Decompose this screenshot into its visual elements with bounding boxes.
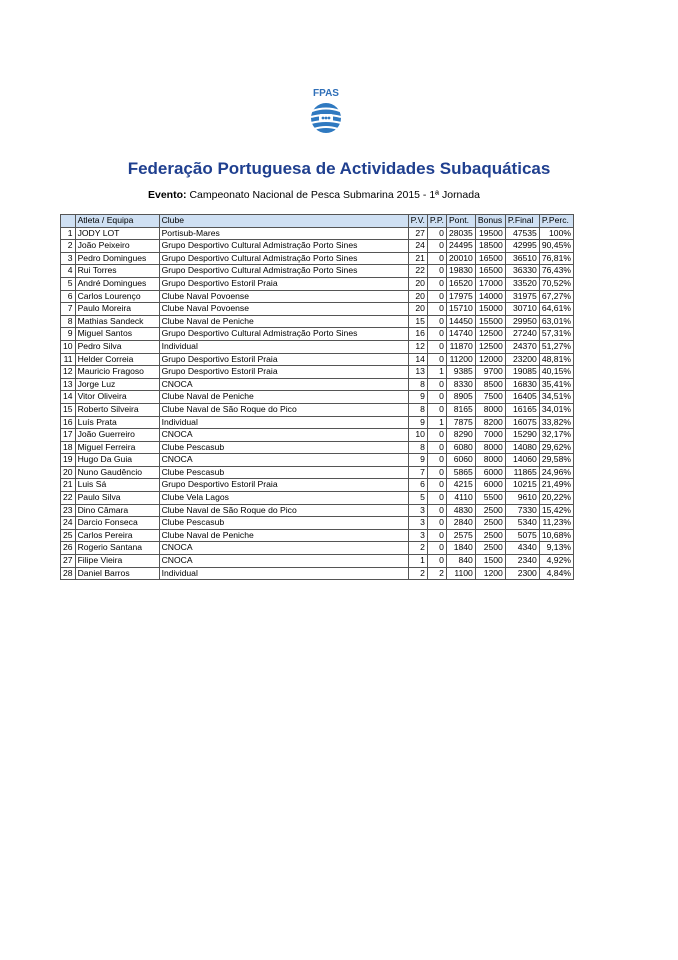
row-pont: 8905	[446, 391, 475, 404]
row-pv: 15	[408, 315, 427, 328]
row-athlete: Paulo Moreira	[75, 303, 159, 316]
row-pv: 8	[408, 378, 427, 391]
row-pfinal: 36510	[505, 252, 539, 265]
row-bonus: 12500	[475, 340, 505, 353]
row-pperc: 48,81%	[539, 353, 573, 366]
table-row	[61, 353, 574, 366]
row-pp: 0	[427, 353, 446, 366]
row-position: 8	[61, 315, 76, 328]
row-pp: 0	[427, 328, 446, 341]
row-pfinal: 14060	[505, 454, 539, 467]
row-pv: 20	[408, 303, 427, 316]
row-pperc: 11,23%	[539, 517, 573, 530]
page-title: Federação Portuguesa de Actividades Subaquáticas	[127, 159, 551, 178]
table-row	[61, 227, 574, 240]
row-pfinal: 16830	[505, 378, 539, 391]
row-bonus: 8500	[475, 378, 505, 391]
row-athlete: Rogerio Santana	[75, 542, 159, 555]
row-club: Clube Naval de Peniche	[159, 529, 408, 542]
row-pont: 14740	[446, 328, 475, 341]
row-club: Clube Naval Povoense	[159, 290, 408, 303]
row-pont: 20010	[446, 252, 475, 265]
row-pfinal: 47535	[505, 227, 539, 240]
row-athlete: João Guerreiro	[75, 429, 159, 442]
table-row	[61, 479, 574, 492]
row-pfinal: 5340	[505, 517, 539, 530]
row-pperc: 57,31%	[539, 328, 573, 341]
row-pv: 5	[408, 492, 427, 505]
row-pont: 2840	[446, 517, 475, 530]
row-pp: 0	[427, 340, 446, 353]
row-pp: 0	[427, 529, 446, 542]
row-position: 7	[61, 303, 76, 316]
table-row	[61, 492, 574, 505]
row-pont: 840	[446, 555, 475, 568]
row-club: Grupo Desportivo Estoril Praia	[159, 366, 408, 379]
row-pp: 0	[427, 479, 446, 492]
row-pfinal: 16075	[505, 416, 539, 429]
event-line	[148, 189, 480, 201]
row-pfinal: 4340	[505, 542, 539, 555]
row-bonus: 19500	[475, 227, 505, 240]
table-row	[61, 391, 574, 404]
table-row	[61, 429, 574, 442]
row-athlete: Helder Correia	[75, 353, 159, 366]
row-club: CNOCA	[159, 429, 408, 442]
row-pp: 0	[427, 315, 446, 328]
row-club: Grupo Desportivo Cultural Admistração Porto Sines	[159, 328, 408, 341]
row-club: Clube Naval de Peniche	[159, 391, 408, 404]
row-bonus: 18500	[475, 240, 505, 253]
row-athlete: Rui Torres	[75, 265, 159, 278]
row-athlete: Luís Prata	[75, 416, 159, 429]
row-pv: 20	[408, 277, 427, 290]
row-pperc: 51,27%	[539, 340, 573, 353]
row-club: Clube Vela Lagos	[159, 492, 408, 505]
row-pont: 28035	[446, 227, 475, 240]
table-row	[61, 366, 574, 379]
row-pp: 0	[427, 441, 446, 454]
row-pp: 0	[427, 403, 446, 416]
row-club: CNOCA	[159, 555, 408, 568]
row-position: 10	[61, 340, 76, 353]
row-position: 12	[61, 366, 76, 379]
row-bonus: 16500	[475, 252, 505, 265]
row-pfinal: 42995	[505, 240, 539, 253]
row-pp: 0	[427, 555, 446, 568]
row-pp: 2	[427, 567, 446, 580]
table-row	[61, 277, 574, 290]
row-pfinal: 29950	[505, 315, 539, 328]
row-pv: 3	[408, 517, 427, 530]
col-header-pperc: P.Perc.	[539, 215, 573, 228]
row-pp: 0	[427, 391, 446, 404]
row-athlete: Miguel Santos	[75, 328, 159, 341]
row-pont: 2575	[446, 529, 475, 542]
table-row	[61, 529, 574, 542]
row-pfinal: 16405	[505, 391, 539, 404]
row-pv: 12	[408, 340, 427, 353]
row-pont: 11870	[446, 340, 475, 353]
results-table	[60, 214, 574, 580]
row-pp: 0	[427, 265, 446, 278]
row-pperc: 15,42%	[539, 504, 573, 517]
event-name: Campeonato Nacional de Pesca Submarina 2015 - 1ª Jornada	[189, 189, 480, 201]
row-athlete: JODY LOT	[75, 227, 159, 240]
col-header-pv: P.V.	[408, 215, 427, 228]
row-pont: 5865	[446, 466, 475, 479]
col-header-bonus: Bonus	[475, 215, 505, 228]
row-athlete: Paulo Silva	[75, 492, 159, 505]
row-position: 22	[61, 492, 76, 505]
row-pfinal: 9610	[505, 492, 539, 505]
event-label: Evento:	[148, 189, 187, 201]
row-pperc: 33,82%	[539, 416, 573, 429]
row-pont: 7875	[446, 416, 475, 429]
table-row	[61, 328, 574, 341]
row-bonus: 8000	[475, 454, 505, 467]
row-athlete: Pedro Domingues	[75, 252, 159, 265]
col-header-position	[61, 215, 76, 228]
table-row	[61, 240, 574, 253]
row-pont: 24495	[446, 240, 475, 253]
row-pv: 27	[408, 227, 427, 240]
col-header-club: Clube	[159, 215, 408, 228]
row-position: 16	[61, 416, 76, 429]
row-pv: 7	[408, 466, 427, 479]
row-club: Clube Pescasub	[159, 466, 408, 479]
row-bonus: 7500	[475, 391, 505, 404]
row-pp: 0	[427, 492, 446, 505]
row-position: 17	[61, 429, 76, 442]
row-pv: 3	[408, 529, 427, 542]
row-athlete: Mathias Sandeck	[75, 315, 159, 328]
row-club: Portisub-Mares	[159, 227, 408, 240]
row-pperc: 63,01%	[539, 315, 573, 328]
table-row	[61, 378, 574, 391]
row-position: 26	[61, 542, 76, 555]
row-pont: 4215	[446, 479, 475, 492]
row-pv: 2	[408, 542, 427, 555]
row-pperc: 76,81%	[539, 252, 573, 265]
row-pfinal: 2340	[505, 555, 539, 568]
row-bonus: 1200	[475, 567, 505, 580]
row-pv: 1	[408, 555, 427, 568]
row-pv: 9	[408, 454, 427, 467]
table-row	[61, 454, 574, 467]
row-pfinal: 7330	[505, 504, 539, 517]
row-bonus: 12500	[475, 328, 505, 341]
row-pperc: 67,27%	[539, 290, 573, 303]
row-bonus: 15000	[475, 303, 505, 316]
row-pont: 8165	[446, 403, 475, 416]
row-pperc: 76,43%	[539, 265, 573, 278]
row-pv: 9	[408, 416, 427, 429]
row-position: 14	[61, 391, 76, 404]
row-pfinal: 23200	[505, 353, 539, 366]
row-club: Clube Pescasub	[159, 517, 408, 530]
table-row	[61, 403, 574, 416]
row-pv: 3	[408, 504, 427, 517]
row-position: 19	[61, 454, 76, 467]
row-club: CNOCA	[159, 378, 408, 391]
row-pfinal: 33520	[505, 277, 539, 290]
row-position: 4	[61, 265, 76, 278]
row-position: 2	[61, 240, 76, 253]
row-pperc: 70,52%	[539, 277, 573, 290]
table-row	[61, 416, 574, 429]
row-pont: 16520	[446, 277, 475, 290]
row-bonus: 16500	[475, 265, 505, 278]
row-athlete: Roberto Silveira	[75, 403, 159, 416]
row-pperc: 34,01%	[539, 403, 573, 416]
col-header-pp: P.P.	[427, 215, 446, 228]
row-bonus: 5500	[475, 492, 505, 505]
col-header-athlete: Atleta / Equipa	[75, 215, 159, 228]
row-bonus: 9700	[475, 366, 505, 379]
row-club: Grupo Desportivo Cultural Admistração Porto Sines	[159, 252, 408, 265]
row-position: 23	[61, 504, 76, 517]
row-position: 28	[61, 567, 76, 580]
row-position: 11	[61, 353, 76, 366]
row-bonus: 6000	[475, 466, 505, 479]
row-position: 20	[61, 466, 76, 479]
row-club: Grupo Desportivo Cultural Admistração Porto Sines	[159, 240, 408, 253]
row-club: CNOCA	[159, 454, 408, 467]
row-pp: 0	[427, 466, 446, 479]
row-pv: 8	[408, 441, 427, 454]
row-pv: 8	[408, 403, 427, 416]
row-athlete: Vitor Oliveira	[75, 391, 159, 404]
row-pperc: 35,41%	[539, 378, 573, 391]
row-pp: 0	[427, 240, 446, 253]
row-position: 24	[61, 517, 76, 530]
row-bonus: 2500	[475, 504, 505, 517]
row-athlete: André Domingues	[75, 277, 159, 290]
row-pp: 0	[427, 429, 446, 442]
row-bonus: 8000	[475, 403, 505, 416]
row-club: Clube Naval Povoense	[159, 303, 408, 316]
row-athlete: Miguel Ferreira	[75, 441, 159, 454]
row-bonus: 7000	[475, 429, 505, 442]
row-position: 18	[61, 441, 76, 454]
row-pont: 1100	[446, 567, 475, 580]
row-club: Individual	[159, 567, 408, 580]
row-pfinal: 15290	[505, 429, 539, 442]
row-pv: 14	[408, 353, 427, 366]
row-athlete: Darcio Fonseca	[75, 517, 159, 530]
table-header-row	[61, 215, 574, 228]
row-bonus: 12000	[475, 353, 505, 366]
row-bonus: 14000	[475, 290, 505, 303]
row-position: 21	[61, 479, 76, 492]
row-pperc: 40,15%	[539, 366, 573, 379]
row-position: 13	[61, 378, 76, 391]
row-athlete: Hugo Da Guia	[75, 454, 159, 467]
row-bonus: 8000	[475, 441, 505, 454]
table-row	[61, 315, 574, 328]
row-pp: 0	[427, 542, 446, 555]
row-pperc: 9,13%	[539, 542, 573, 555]
row-pont: 4830	[446, 504, 475, 517]
row-pont: 15710	[446, 303, 475, 316]
row-pperc: 29,58%	[539, 454, 573, 467]
row-athlete: Carlos Pereira	[75, 529, 159, 542]
row-athlete: Pedro Silva	[75, 340, 159, 353]
row-club: Clube Pescasub	[159, 441, 408, 454]
table-row	[61, 517, 574, 530]
row-club: Grupo Desportivo Estoril Praia	[159, 479, 408, 492]
row-position: 3	[61, 252, 76, 265]
row-bonus: 2500	[475, 542, 505, 555]
row-bonus: 15500	[475, 315, 505, 328]
row-athlete: Filipe Vieira	[75, 555, 159, 568]
row-pont: 8330	[446, 378, 475, 391]
col-header-pont: Pont.	[446, 215, 475, 228]
row-pp: 0	[427, 303, 446, 316]
row-pv: 10	[408, 429, 427, 442]
row-pv: 20	[408, 290, 427, 303]
row-pfinal: 5075	[505, 529, 539, 542]
col-header-pfinal: P.Final	[505, 215, 539, 228]
row-position: 15	[61, 403, 76, 416]
row-bonus: 2500	[475, 517, 505, 530]
row-pfinal: 2300	[505, 567, 539, 580]
row-pp: 0	[427, 517, 446, 530]
row-pont: 6080	[446, 441, 475, 454]
row-pfinal: 14080	[505, 441, 539, 454]
row-position: 5	[61, 277, 76, 290]
row-pont: 1840	[446, 542, 475, 555]
row-pperc: 24,96%	[539, 466, 573, 479]
table-row	[61, 290, 574, 303]
row-pp: 0	[427, 227, 446, 240]
row-position: 1	[61, 227, 76, 240]
row-athlete: Dino Câmara	[75, 504, 159, 517]
row-pfinal: 31975	[505, 290, 539, 303]
row-position: 6	[61, 290, 76, 303]
row-position: 25	[61, 529, 76, 542]
row-pp: 0	[427, 504, 446, 517]
row-club: Grupo Desportivo Estoril Praia	[159, 277, 408, 290]
row-pperc: 10,68%	[539, 529, 573, 542]
row-pperc: 4,84%	[539, 567, 573, 580]
row-pperc: 90,45%	[539, 240, 573, 253]
row-pperc: 32,17%	[539, 429, 573, 442]
row-pv: 13	[408, 366, 427, 379]
row-pv: 21	[408, 252, 427, 265]
row-club: Individual	[159, 340, 408, 353]
table-row	[61, 303, 574, 316]
row-pv: 2	[408, 567, 427, 580]
row-pperc: 20,22%	[539, 492, 573, 505]
row-pv: 22	[408, 265, 427, 278]
fpas-logo	[296, 86, 356, 138]
table-row	[61, 441, 574, 454]
row-pfinal: 10215	[505, 479, 539, 492]
row-pont: 6060	[446, 454, 475, 467]
row-athlete: Nuno Gaudêncio	[75, 466, 159, 479]
row-bonus: 17000	[475, 277, 505, 290]
row-pfinal: 11865	[505, 466, 539, 479]
row-pont: 8290	[446, 429, 475, 442]
row-bonus: 6000	[475, 479, 505, 492]
table-row	[61, 252, 574, 265]
row-athlete: Mauricio Fragoso	[75, 366, 159, 379]
table-row	[61, 555, 574, 568]
row-pperc: 64,61%	[539, 303, 573, 316]
row-club: Clube Naval de Peniche	[159, 315, 408, 328]
logo-text: FPAS	[313, 88, 339, 99]
table-row	[61, 265, 574, 278]
row-pp: 1	[427, 366, 446, 379]
row-club: CNOCA	[159, 542, 408, 555]
row-athlete: Daniel Barros	[75, 567, 159, 580]
row-club: Grupo Desportivo Estoril Praia	[159, 353, 408, 366]
row-athlete: Jorge Luz	[75, 378, 159, 391]
row-club: Clube Naval de São Roque do Pico	[159, 504, 408, 517]
row-bonus: 1500	[475, 555, 505, 568]
row-pv: 16	[408, 328, 427, 341]
table-row	[61, 466, 574, 479]
row-athlete: Carlos Lourenço	[75, 290, 159, 303]
row-pperc: 4,92%	[539, 555, 573, 568]
row-pfinal: 27240	[505, 328, 539, 341]
row-pp: 0	[427, 252, 446, 265]
row-pfinal: 16165	[505, 403, 539, 416]
row-athlete: João Peixeiro	[75, 240, 159, 253]
row-club: Clube Naval de São Roque do Pico	[159, 403, 408, 416]
table-row	[61, 567, 574, 580]
row-pp: 0	[427, 290, 446, 303]
row-club: Grupo Desportivo Cultural Admistração Porto Sines	[159, 265, 408, 278]
row-position: 27	[61, 555, 76, 568]
results-body	[61, 227, 574, 580]
row-bonus: 8200	[475, 416, 505, 429]
table-row	[61, 504, 574, 517]
row-pv: 24	[408, 240, 427, 253]
row-pp: 1	[427, 416, 446, 429]
row-pperc: 21,49%	[539, 479, 573, 492]
row-pperc: 100%	[539, 227, 573, 240]
row-athlete: Luis Sá	[75, 479, 159, 492]
row-pp: 0	[427, 454, 446, 467]
row-pv: 6	[408, 479, 427, 492]
row-pperc: 29,62%	[539, 441, 573, 454]
row-pv: 9	[408, 391, 427, 404]
row-pfinal: 19085	[505, 366, 539, 379]
row-pont: 9385	[446, 366, 475, 379]
row-pperc: 34,51%	[539, 391, 573, 404]
row-pfinal: 30710	[505, 303, 539, 316]
row-pont: 14450	[446, 315, 475, 328]
row-pont: 17975	[446, 290, 475, 303]
row-pp: 0	[427, 277, 446, 290]
row-pont: 11200	[446, 353, 475, 366]
row-pp: 0	[427, 378, 446, 391]
row-pfinal: 24370	[505, 340, 539, 353]
row-club: Individual	[159, 416, 408, 429]
row-position: 9	[61, 328, 76, 341]
row-pfinal: 36330	[505, 265, 539, 278]
row-pont: 4110	[446, 492, 475, 505]
table-row	[61, 340, 574, 353]
row-bonus: 2500	[475, 529, 505, 542]
row-pont: 19830	[446, 265, 475, 278]
table-row	[61, 542, 574, 555]
